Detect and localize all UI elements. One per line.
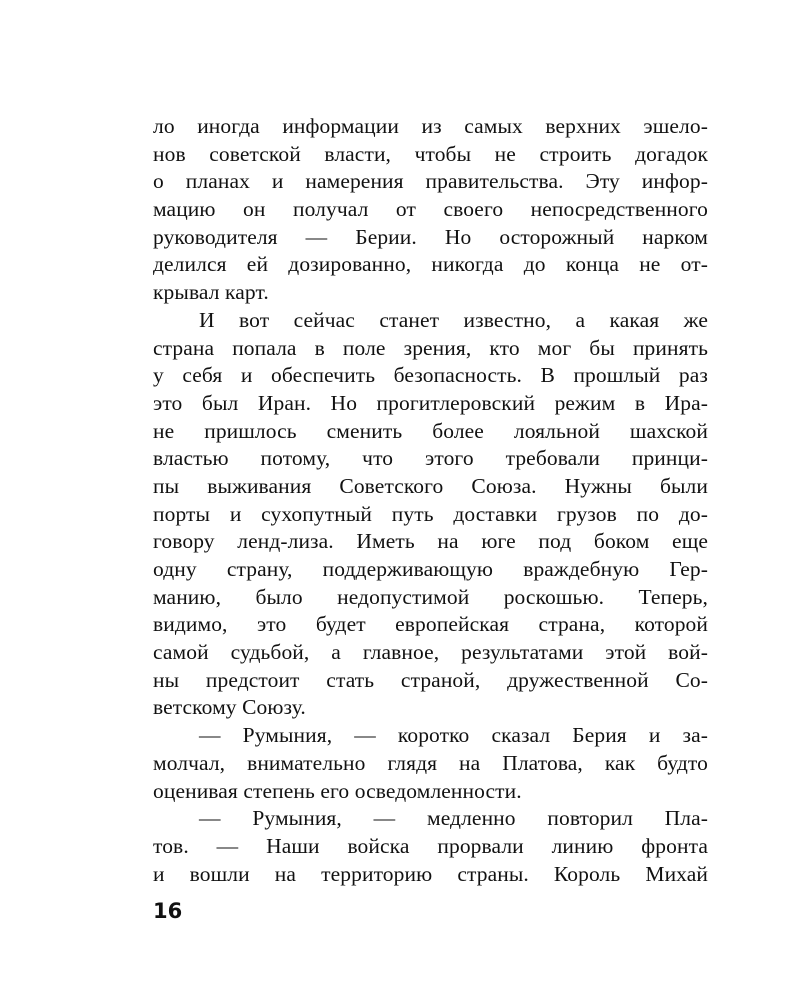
text-line: мацию он получал от своего непосредственного <box>153 197 708 222</box>
paragraph-start-line: — Румыния, — коротко сказал Берия и за- <box>199 723 708 748</box>
body-text <box>153 113 708 888</box>
text-line: ны предстоит стать страной, дружественной Со- <box>153 667 708 692</box>
text-line: руководителя — Берии. Но осторожный нарком <box>153 224 708 249</box>
text-line: о планах и намерения правительства. Эту инфор- <box>153 169 708 194</box>
text-line: манию, было недопустимой роскошью. Теперь, <box>153 584 708 609</box>
text-line: и вошли на территорию страны. Король Михай <box>153 861 708 886</box>
text-line: пы выживания Советского Союза. Нужны были <box>153 473 708 498</box>
text-line: порты и сухопутный путь доставки грузов по до- <box>153 501 708 526</box>
text-line: ло иногда информации из самых верхних эшело- <box>153 114 708 138</box>
text-line: это был Иран. Но прогитлеровский режим в Ира- <box>153 390 708 415</box>
text-line: страна попала в поле зрения, кто мог бы принять <box>153 335 708 360</box>
text-line: говору ленд-лиза. Иметь на юге под боком еще <box>153 529 708 554</box>
text-line: одну страну, поддерживающую враждебную Гер- <box>153 557 708 581</box>
text-line: крывал карт. <box>153 280 269 305</box>
paragraph-start-line: И вот сейчас станет известно, а какая же <box>199 307 708 332</box>
text-line: молчал, внимательно глядя на Платова, как будто <box>153 750 708 775</box>
page-number: 16 <box>153 899 183 923</box>
text-line: оценивая степень его осведомленности. <box>153 778 522 803</box>
text-line: нов советской власти, чтобы не строить догадок <box>153 141 708 166</box>
text-line: властью потому, что этого требовали принци- <box>153 446 708 471</box>
text-line: самой судьбой, а главное, результатами этой вой- <box>153 640 708 665</box>
text-line: делился ей дозированно, никогда до конца не от- <box>153 252 708 277</box>
text-line: у себя и обеспечить безопасность. В прошлый раз <box>153 363 708 388</box>
text-line: видимо, это будет европейская страна, которой <box>153 612 708 637</box>
paragraph-start-line: — Румыния, — медленно повторил Пла- <box>199 806 708 831</box>
text-line: тов. — Наши войска прорвали линию фронта <box>153 833 708 858</box>
text-line: не пришлось сменить более лояльной шахской <box>153 418 708 443</box>
text-line: ветскому Союзу. <box>153 695 306 720</box>
